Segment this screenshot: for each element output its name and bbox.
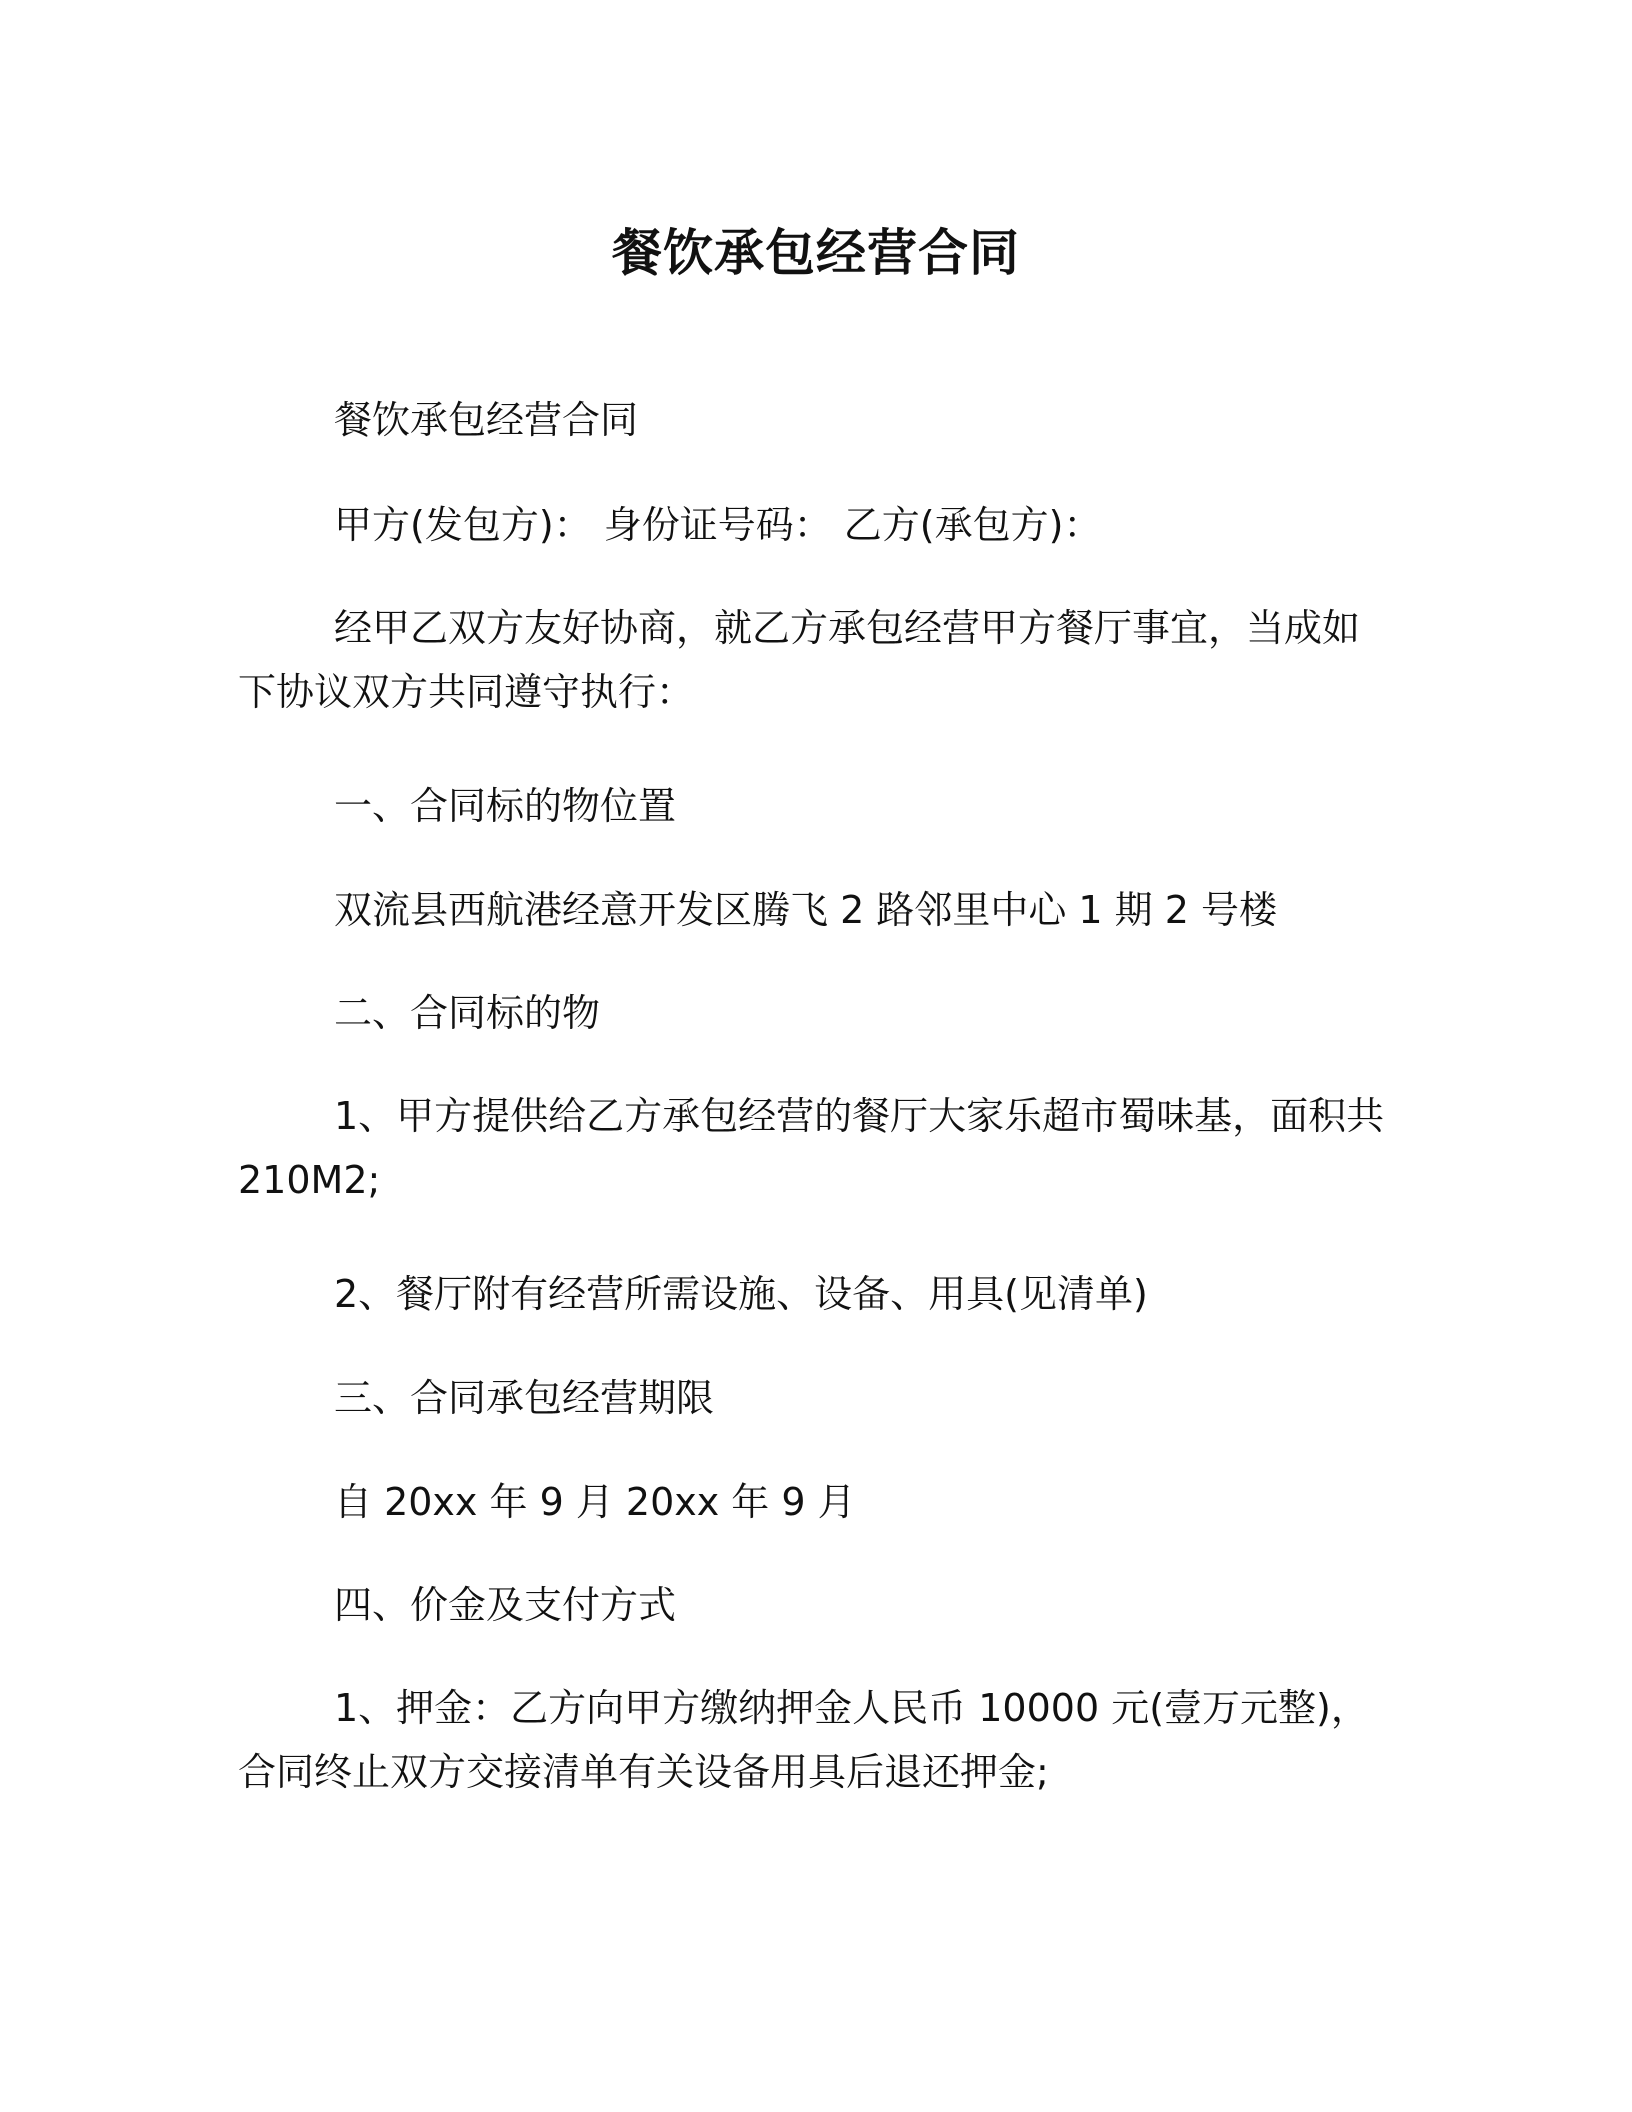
section-heading-location: 一、合同标的物位置 (334, 784, 677, 828)
paragraph-parties: 甲方(发包方)： 身份证号码： 乙方(承包方)： (334, 503, 1102, 547)
paragraph-address: 双流县西航港经意开发区腾飞 2 路邻里中心 1 期 2 号楼 (334, 888, 1278, 932)
paragraph-clause-1: 1、甲方提供给乙方承包经营的餐厅大家乐超市蜀味基，面积共 210M2; (238, 1094, 1385, 1202)
paragraph-heading: 餐饮承包经营合同 (334, 398, 639, 442)
section-heading-term: 三、合同承包经营期限 (334, 1376, 715, 1420)
paragraph-clause-2: 2、餐厅附有经营所需设施、设备、用具(见清单) (334, 1272, 1148, 1316)
paragraph-intro: 经甲乙双方友好协商，就乙方承包经营甲方餐厅事宜，当成如下协议双方共同遵守执行： (238, 606, 1361, 714)
section-heading-payment: 四、价金及支付方式 (334, 1583, 677, 1627)
paragraph-deposit: 1、押金：乙方向甲方缴纳押金人民币 10000 元(壹万元整)，合同终止双方交接清单有关设备用具后退还押金; (238, 1686, 1369, 1794)
paragraph-term: 自 20xx 年 9 月 20xx 年 9 月 (334, 1480, 856, 1524)
document-title: 餐饮承包经营合同 (612, 224, 1020, 282)
section-heading-subject: 二、合同标的物 (334, 991, 601, 1035)
